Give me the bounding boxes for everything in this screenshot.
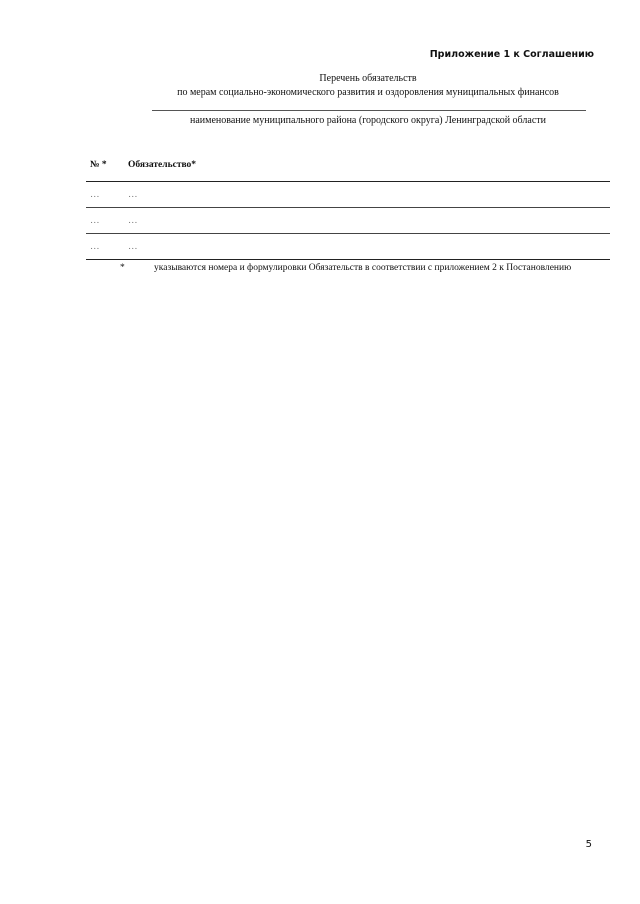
page-number: 5 bbox=[585, 839, 592, 850]
table-row bbox=[86, 234, 610, 260]
footnote bbox=[120, 261, 594, 275]
footnote-text: указываются номера и формулировки Обязательств в соответствии с приложением 2 к Постановлению bbox=[154, 263, 572, 273]
appendix-label: Приложение 1 к Соглашению bbox=[429, 49, 594, 60]
table-row bbox=[86, 182, 610, 208]
row-number-cell: … bbox=[86, 234, 124, 260]
obligations-table bbox=[86, 160, 610, 260]
row-obligation-cell: … bbox=[124, 208, 610, 234]
column-header-obligation: Обязательство* bbox=[124, 160, 610, 182]
row-obligation-cell: … bbox=[124, 234, 610, 260]
table-header-row bbox=[86, 160, 610, 182]
municipality-name-caption: наименование муниципального района (городского округа) Ленинградской области bbox=[189, 115, 546, 126]
row-number-cell: … bbox=[86, 208, 124, 234]
document-subtitle: по мерам социально-экономического развития и оздоровления муниципальных финансов bbox=[177, 87, 559, 98]
document-title-block bbox=[148, 72, 588, 128]
row-number-cell: … bbox=[86, 182, 124, 208]
column-header-number: № * bbox=[86, 160, 124, 182]
municipality-name-blank-line bbox=[152, 100, 586, 111]
row-obligation-cell: … bbox=[124, 182, 610, 208]
table-row bbox=[86, 208, 610, 234]
footnote-marker: * bbox=[120, 263, 125, 273]
document-title: Перечень обязательств bbox=[319, 73, 417, 84]
